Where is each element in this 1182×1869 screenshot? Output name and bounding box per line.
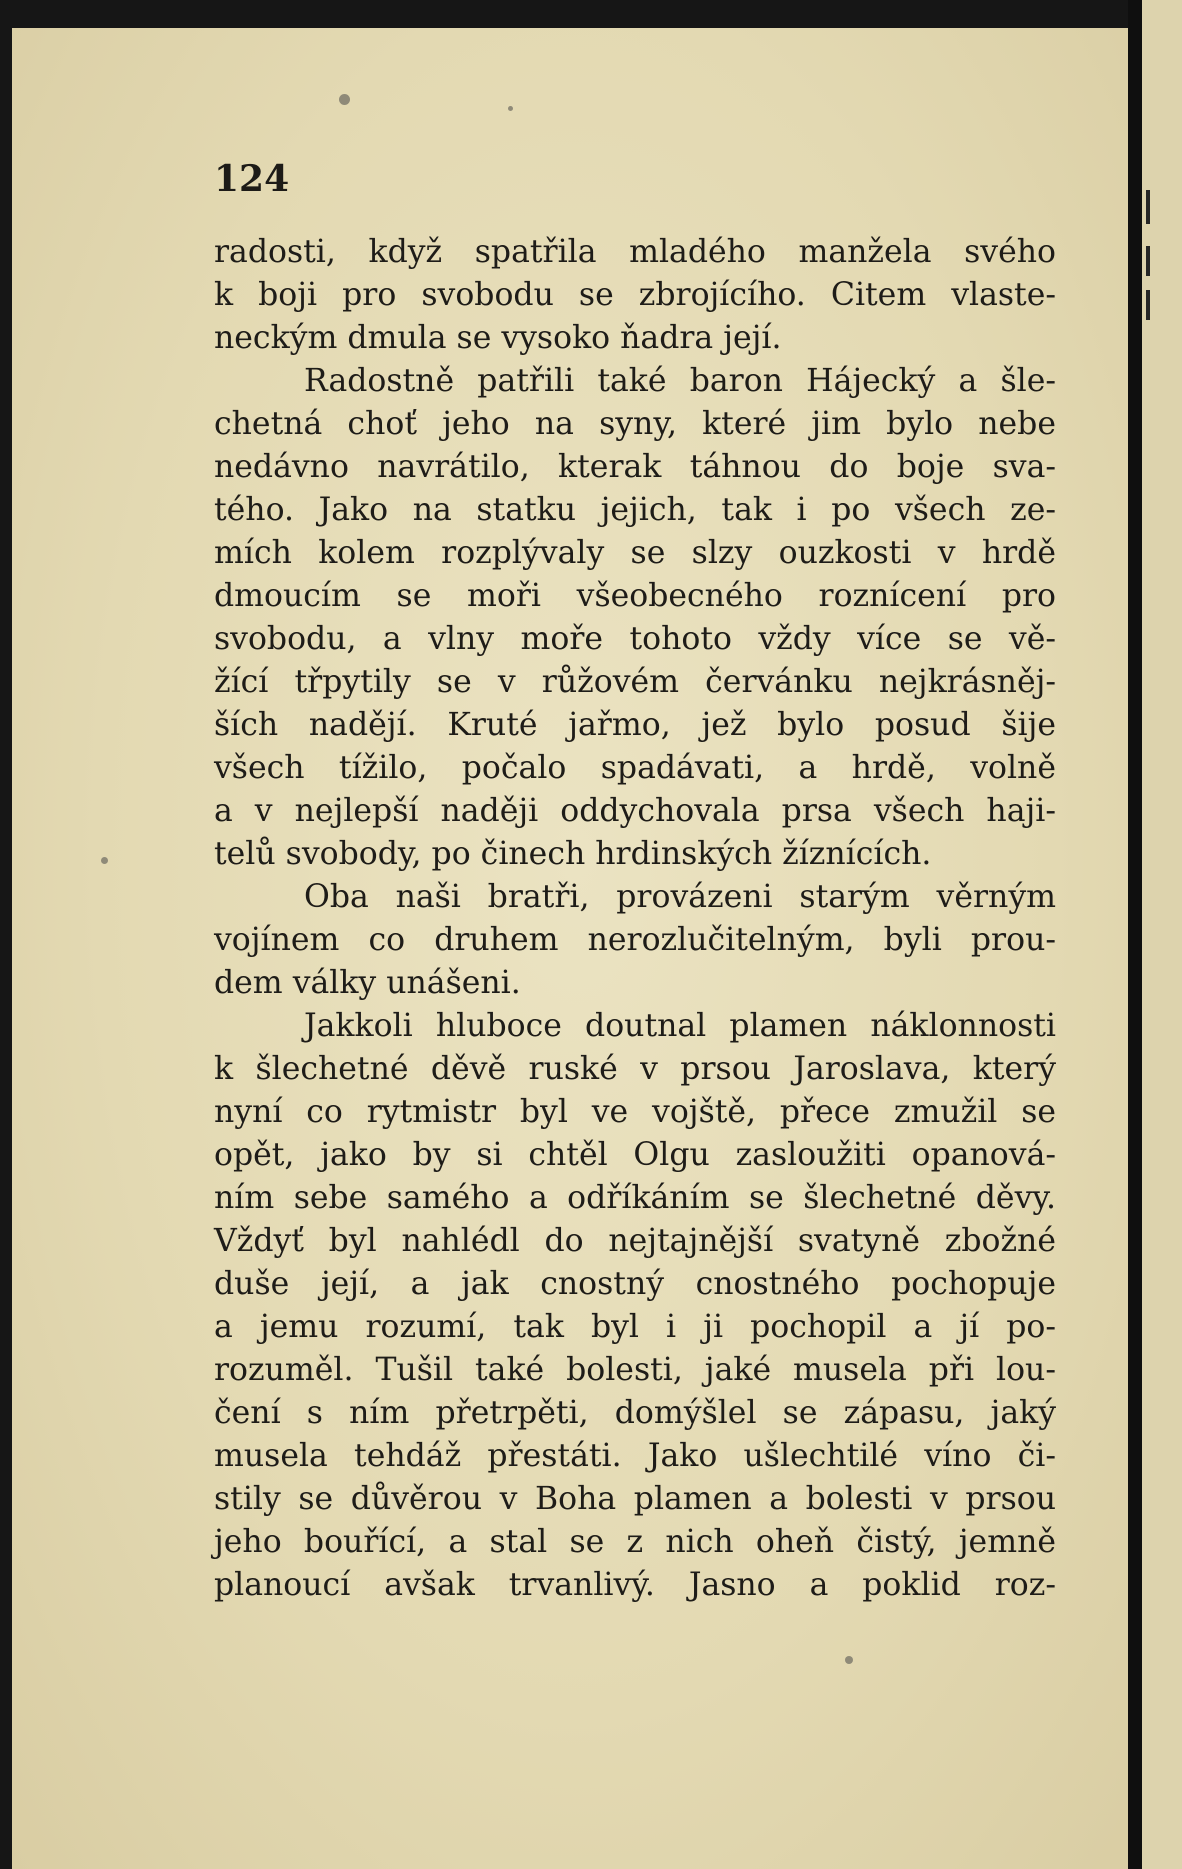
- text-line: mích kolem rozplývaly se slzy ouzkosti v hrdě: [214, 535, 1056, 571]
- text-line: ním sebe samého a odříkáním se šlechetné děvy.: [214, 1180, 1056, 1216]
- text-line: chetná choť jeho na syny, které jim bylo nebe: [214, 406, 1056, 442]
- text-line: telů svobody, po činech hrdinských žíznících.: [214, 836, 932, 872]
- text-line: ších nadějí. Kruté jařmo, jež bylo posud šije: [214, 707, 1056, 743]
- text-line: Jakkoli hluboce doutnal plamen náklonnosti: [304, 1008, 1056, 1044]
- text-line: planoucí avšak trvanlivý. Jasno a poklid roz-: [214, 1567, 1056, 1603]
- text-line: všech tížilo, počalo spadávati, a hrdě, volně: [214, 750, 1056, 786]
- text-line: a v nejlepší naději oddychovala prsa všech haji-: [214, 793, 1056, 829]
- text-line: opět, jako by si chtěl Olgu zasloužiti opanová-: [214, 1137, 1056, 1173]
- page-number: 124: [214, 158, 290, 200]
- text-line: a jemu rozumí, tak byl i ji pochopil a jí po-: [214, 1309, 1056, 1345]
- text-line: vojínem co druhem nerozlučitelným, byli prou-: [214, 922, 1056, 958]
- adjacent-page-edge: [1142, 0, 1182, 1869]
- text-line: radosti, když spatřila mladého manžela svého: [214, 234, 1056, 270]
- text-line: stily se důvěrou v Boha plamen a bolesti v prsou: [214, 1481, 1056, 1517]
- text-line: tého. Jako na statku jejich, tak i po všech ze-: [214, 492, 1056, 528]
- text-line: neckým dmula se vysoko ňadra její.: [214, 320, 782, 356]
- text-line: Oba naši bratři, provázeni starým věrným: [304, 879, 1056, 915]
- text-line: žící třpytily se v růžovém červánku nejkrásněj-: [214, 664, 1056, 700]
- ink-speck: [339, 94, 350, 105]
- text-line: nedávno navrátilo, kterak táhnou do boje sva-: [214, 449, 1056, 485]
- text-line: nyní co rytmistr byl ve vojště, přece zmužil se: [214, 1094, 1056, 1130]
- text-line: čení s ním přetrpěti, domýšlel se zápasu, jaký: [214, 1395, 1056, 1431]
- text-line: Radostně patřili také baron Hájecký a šle-: [304, 363, 1056, 399]
- text-line: dmoucím se moři všeobecného roznícení pro: [214, 578, 1056, 614]
- ink-speck: [508, 106, 513, 111]
- text-line: rozuměl. Tušil také bolesti, jaké musela při lou-: [214, 1352, 1056, 1388]
- ink-speck: [101, 857, 108, 864]
- text-line: k boji pro svobodu se zbrojícího. Citem vlaste-: [214, 277, 1056, 313]
- text-line: Vždyť byl nahlédl do nejtajnější svatyně zbožné: [214, 1223, 1056, 1259]
- text-line: dem války unášeni.: [214, 965, 521, 1001]
- text-line: svobodu, a vlny moře tohoto vždy více se vě-: [214, 621, 1056, 657]
- text-line: duše její, a jak cnostný cnostného pochopuje: [214, 1266, 1056, 1302]
- text-line: jeho bouřící, a stal se z nich oheň čistý, jemně: [214, 1524, 1056, 1560]
- text-line: k šlechetné děvě ruské v prsou Jaroslava, který: [214, 1051, 1056, 1087]
- page-gutter: [1128, 0, 1142, 1869]
- ink-speck: [845, 1656, 853, 1664]
- body-text: [214, 231, 1056, 1607]
- text-line: musela tehdáž přestáti. Jako ušlechtilé víno či-: [214, 1438, 1056, 1474]
